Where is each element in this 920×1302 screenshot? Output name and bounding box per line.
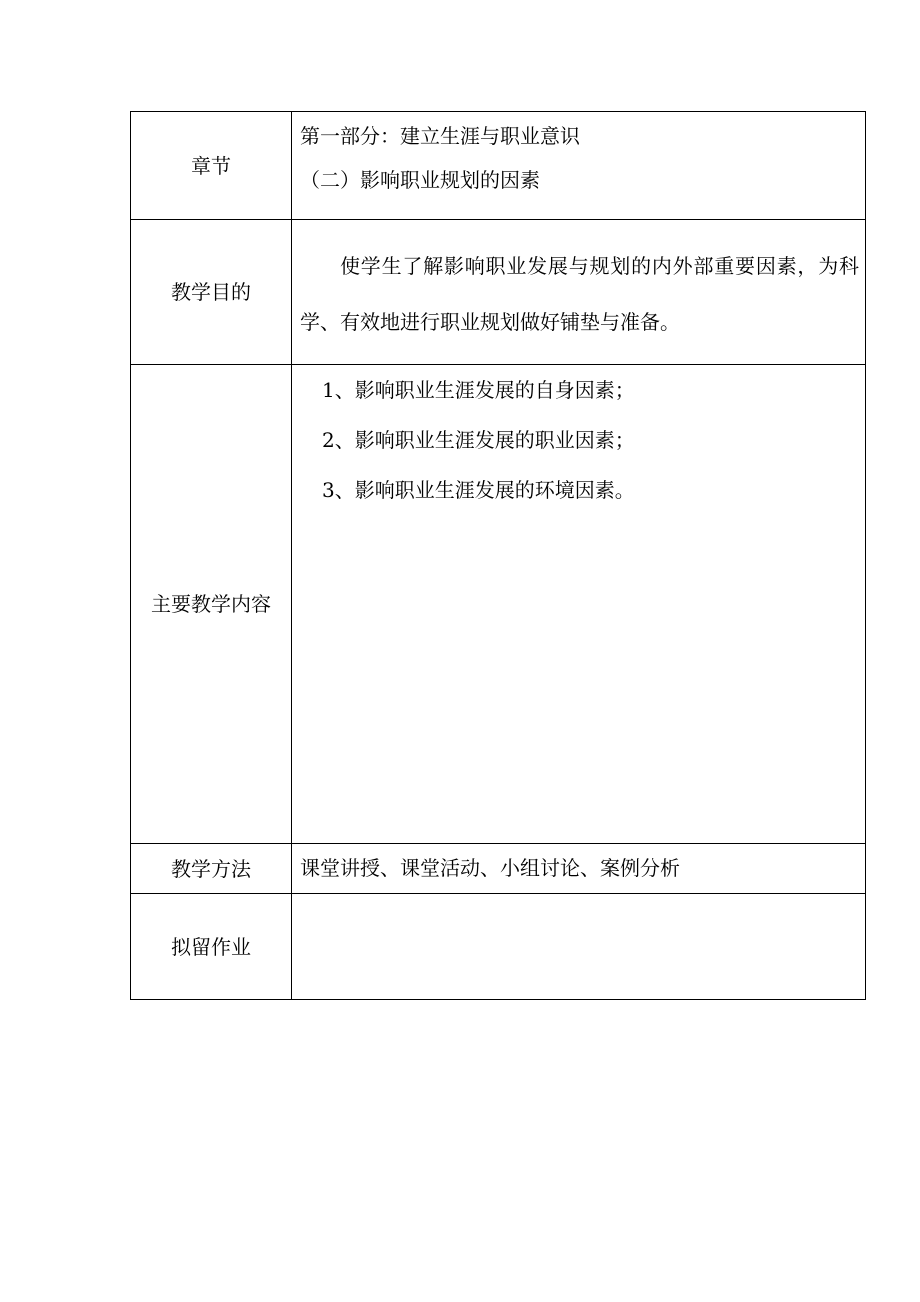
- chapter-label: 章节: [191, 153, 231, 178]
- homework-value-cell: [292, 894, 866, 1000]
- content-label: 主要教学内容: [151, 592, 271, 616]
- method-text: 课堂讲授、课堂活动、小组讨论、案例分析: [300, 856, 680, 880]
- goal-row: [131, 220, 866, 365]
- method-value-cell: [292, 844, 866, 894]
- chapter-part-title: 第一部分：建立生涯与职业意识: [300, 124, 580, 148]
- chapter-row: [131, 112, 866, 220]
- goal-text: 使学生了解影响职业发展与规划的内外部重要因素，为科学、有效地进行职业规划做好铺垫与准备。: [300, 254, 859, 334]
- method-row: [131, 844, 866, 894]
- content-list: [300, 376, 859, 526]
- content-row: [131, 365, 866, 844]
- goal-label: 教学目的: [171, 280, 251, 304]
- content-label-cell: [131, 365, 292, 844]
- content-value-cell: [292, 365, 866, 844]
- homework-label-cell: [131, 894, 292, 1000]
- content-item-2: 2、影响职业生涯发展的职业因素；: [322, 428, 635, 452]
- content-item-3: 3、影响职业生涯发展的环境因素。: [322, 478, 635, 502]
- chapter-label-cell: [131, 112, 292, 220]
- content-item-1: 1、影响职业生涯发展的自身因素；: [322, 378, 635, 402]
- chapter-value-cell: [292, 112, 866, 220]
- method-label: 教学方法: [171, 856, 251, 881]
- lesson-plan-table: [130, 111, 866, 1000]
- homework-label: 拟留作业: [171, 934, 251, 959]
- chapter-section-title: （二）影响职业规划的因素: [300, 168, 540, 192]
- goal-label-cell: [131, 220, 292, 365]
- goal-value-cell: [292, 220, 866, 365]
- method-label-cell: [131, 844, 292, 894]
- homework-row: [131, 894, 866, 1000]
